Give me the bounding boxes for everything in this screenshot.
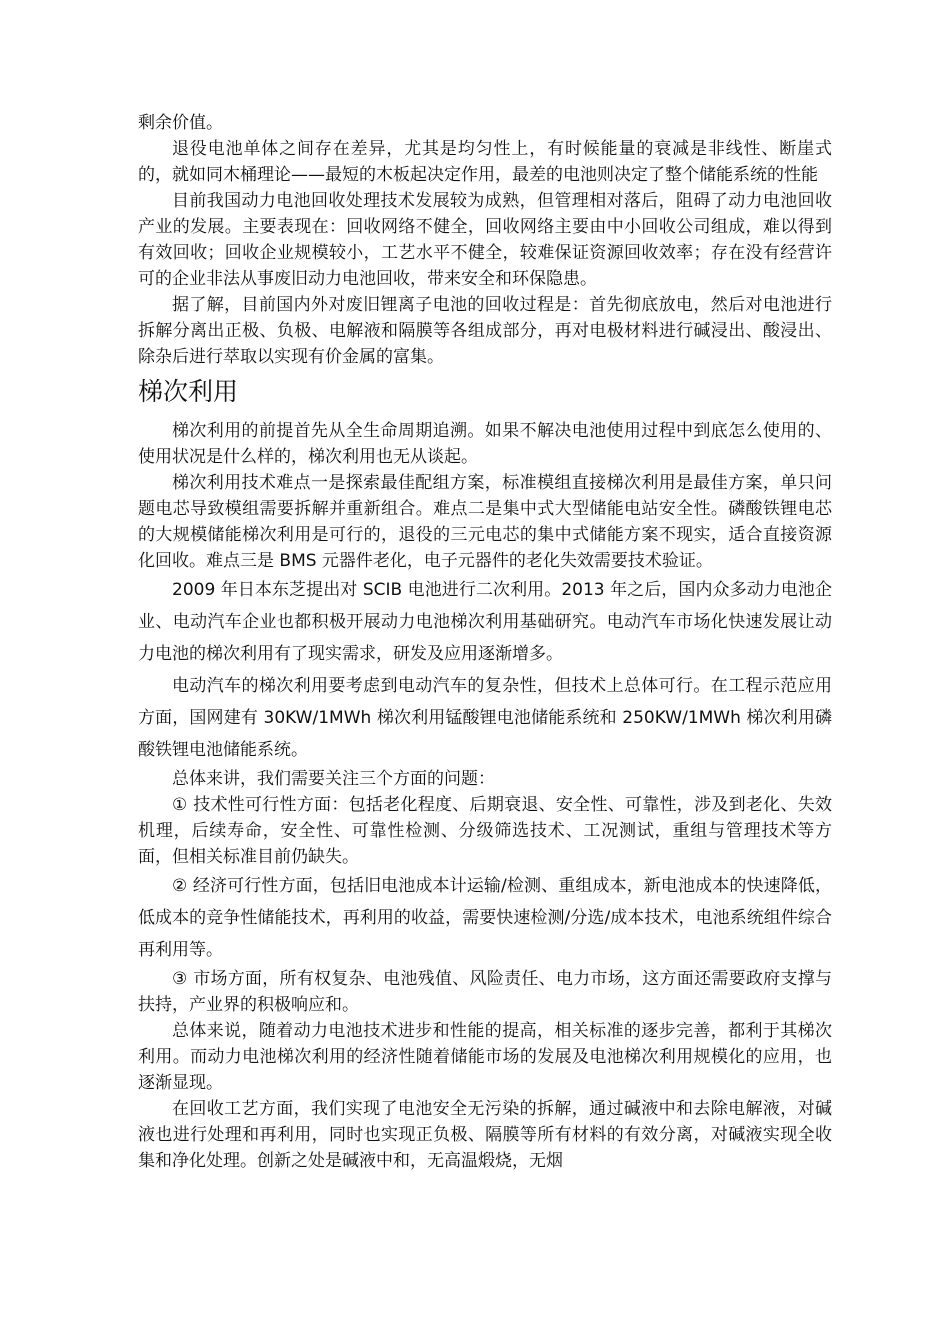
paragraph-lifecycle-tracing: 梯次利用的前提首先从全生命周期追溯。如果不解决电池使用过程中到底怎么使用的、使用状况是什么样的，梯次利用也无从谈起。 xyxy=(138,421,832,467)
paragraph-technical-difficulties: 梯次利用技术难点一是探索最佳配组方案，标准模组直接梯次利用是最佳方案，单只问题电芯导致模组需要拆解并重新组合。难点二是集中式大型储能电站安全性。磷酸铁锂电芯的大规模储能梯次利用是可行的，退役的三元电芯的集中式储能方案不现实，适合直接资源化回收。难点三是 BMS 元器件老化，电子元器件的老化失效需要技术验证。 xyxy=(138,473,832,571)
paragraph-technical-feasibility: ① 技术性可行性方面：包括老化程度、后期衰退、安全性、可靠性，涉及到老化、失效机理，后续寿命，安全性、可靠性检测、分级筛选技术、工况测试，重组与管理技术等方面，但相关标准目前仍缺失。 xyxy=(138,795,832,867)
section-heading-cascade-use: 梯次利用 xyxy=(138,377,239,406)
paragraph-recycling-status: 目前我国动力电池回收处理技术发展较为成熟，但管理相对落后，阻碍了动力电池回收产业的发展。主要表现在：回收网络不健全，回收网络主要由中小回收公司组成，难以得到有效回收；回收企业规模较小，工艺水平不健全，较难保证资源回收效率；存在没有经营许可的企业非法从事废旧动力电池回收，带来安全和环保隐患。 xyxy=(138,191,832,289)
paragraph-market: ③ 市场方面，所有权复杂、电池残值、风险责任、电力市场，这方面还需要政府支撑与扶持，产业界的积极响应和。 xyxy=(138,969,832,1015)
paragraph-recycling-technology: 在回收工艺方面，我们实现了电池安全无污染的拆解，通过碱液中和去除电解液，对碱液也进行处理和再利用，同时也实现正负极、隔膜等所有材料的有效分离，对碱液实现全收集和净化处理。创新之处是碱液中和，无高温煅烧，无烟 xyxy=(138,1099,832,1171)
paragraph-three-aspects-intro: 总体来讲，我们需要关注三个方面的问题： xyxy=(172,769,495,789)
paragraph-summary: 总体来说，随着动力电池技术进步和性能的提高，相关标准的逐步完善，都利于其梯次利用。而动力电池梯次利用的经济性随着储能市场的发展及电池梯次利用规模化的应用，也逐渐显现。 xyxy=(138,1021,832,1093)
paragraph-demonstration: 电动汽车的梯次利用要考虑到电动汽车的复杂性，但技术上总体可行。在工程示范应用方面，国网建有 30KW/1MWh 梯次利用锰酸锂电池储能系统和 250KW/1MWh 梯次利用磷酸铁锂电池储能系统。 xyxy=(138,676,832,760)
paragraph-economic-feasibility: ② 经济可行性方面，包括旧电池成本计运输/检测、重组成本，新电池成本的快速降低，低成本的竞争性储能技术，再利用的收益，需要快速检测/分选/成本技术，电池系统组件综合再利用等。 xyxy=(138,876,832,960)
document-page xyxy=(138,110,832,1174)
paragraph-recycling-process: 据了解，目前国内外对废旧锂离子电池的回收过程是：首先彻底放电，然后对电池进行拆解分离出正极、负极、电解液和隔膜等各组成部分，再对电极材料进行碱浸出、酸浸出、除杂后进行萃取以实现有价金属的富集。 xyxy=(138,295,832,367)
paragraph-history: 2009 年日本东芝提出对 SCIB 电池进行二次利用。2013 年之后，国内众多动力电池企业、电动汽车企业也都积极开展动力电池梯次利用基础研究。电动汽车市场化快速发展让动力电池的梯次利用有了现实需求，研发及应用逐渐增多。 xyxy=(138,580,832,664)
paragraph-cell-variance: 退役电池单体之间存在差异，尤其是均匀性上，有时候能量的衰减是非线性、断崖式的，就如同木桶理论——最短的木板起决定作用，最差的电池则决定了整个储能系统的性能 xyxy=(138,139,832,185)
paragraph-remaining-value: 剩余价值。 xyxy=(138,113,223,133)
